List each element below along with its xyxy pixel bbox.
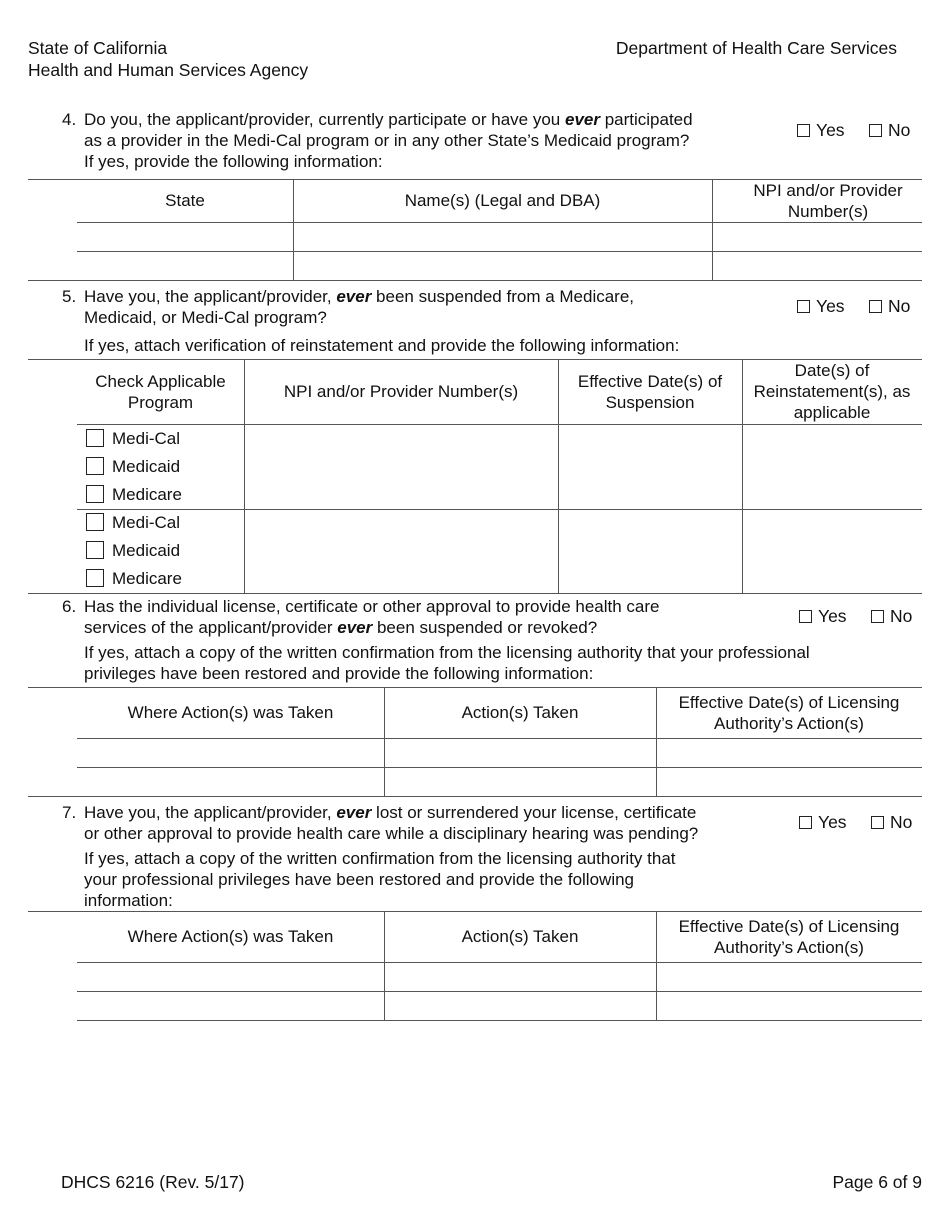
program-checkbox-medicare[interactable]: Medicare bbox=[86, 485, 182, 505]
where-action-cell[interactable] bbox=[77, 738, 384, 767]
form-id: DHCS 6216 (Rev. 5/17) bbox=[61, 1172, 245, 1192]
npi-cell[interactable] bbox=[244, 424, 558, 509]
question-number: 6. bbox=[62, 597, 77, 616]
column-header: Date(s) of Reinstatement(s), as applicable bbox=[753, 361, 911, 422]
question-text: Do you, the applicant/provider, currently participate or have you ever participated as a provider in the Medi-Cal program or in any other State’s Medicaid program? If yes, provide the following information: bbox=[84, 110, 693, 171]
action-taken-cell[interactable] bbox=[384, 767, 656, 796]
question-text: Has the individual license, certificate or other approval to provide health care services of the applicant/provider ever been suspended or revoked? If yes, attach a copy of the written confirmation from the licensing authority that your professional privileges have been restored and provide the following information: bbox=[84, 597, 810, 683]
department-name: Department of Health Care Services bbox=[615, 38, 897, 58]
question-number: 5. bbox=[62, 287, 77, 306]
question-4 bbox=[62, 109, 782, 175]
checkbox-icon[interactable] bbox=[799, 816, 812, 829]
checkbox-icon[interactable] bbox=[871, 610, 884, 623]
effective-date-cell[interactable] bbox=[656, 991, 922, 1020]
effective-date-cell[interactable] bbox=[656, 962, 922, 991]
reinstatement-date-cell[interactable] bbox=[742, 424, 922, 509]
reinstatement-date-cell[interactable] bbox=[742, 509, 922, 593]
where-action-cell[interactable] bbox=[77, 991, 384, 1020]
action-taken-cell[interactable] bbox=[384, 738, 656, 767]
column-header: Effective Date(s) of Suspension bbox=[577, 371, 723, 412]
checkbox-icon[interactable] bbox=[86, 485, 104, 503]
question-number: 7. bbox=[62, 803, 77, 822]
question-5 bbox=[62, 286, 782, 356]
program-checkbox-medicaid[interactable]: Medicaid bbox=[86, 541, 180, 561]
effective-date-cell[interactable] bbox=[656, 738, 922, 767]
effective-date-cell[interactable] bbox=[656, 767, 922, 796]
npi-cell[interactable] bbox=[712, 251, 922, 280]
name-cell[interactable] bbox=[293, 251, 712, 280]
checkbox-icon[interactable] bbox=[799, 610, 812, 623]
agency-header bbox=[28, 37, 308, 81]
q5-no-option[interactable]: No bbox=[869, 296, 910, 317]
column-header: Action(s) Taken bbox=[461, 703, 579, 722]
emphasis-ever: ever bbox=[565, 110, 600, 129]
checkbox-icon[interactable] bbox=[797, 300, 810, 313]
column-header: State bbox=[165, 191, 205, 210]
column-header: Effective Date(s) of Licensing Authority’s Action(s) bbox=[678, 692, 900, 733]
action-taken-cell[interactable] bbox=[384, 962, 656, 991]
question-7 bbox=[62, 802, 782, 910]
suspension-date-cell[interactable] bbox=[558, 424, 742, 509]
emphasis-ever: ever bbox=[337, 618, 373, 637]
program-checkbox-medi-cal[interactable]: Medi-Cal bbox=[86, 429, 180, 449]
state-cell[interactable] bbox=[77, 222, 293, 251]
checkbox-icon[interactable] bbox=[86, 457, 104, 475]
q7-yes-option[interactable]: Yes bbox=[799, 812, 847, 833]
where-action-cell[interactable] bbox=[77, 962, 384, 991]
npi-cell[interactable] bbox=[712, 222, 922, 251]
column-header: Effective Date(s) of Licensing Authority’s Action(s) bbox=[678, 916, 900, 957]
column-header: Check Applicable Program bbox=[95, 371, 226, 412]
action-taken-cell[interactable] bbox=[384, 991, 656, 1020]
checkbox-icon[interactable] bbox=[86, 429, 104, 447]
emphasis-ever: ever bbox=[336, 803, 372, 822]
question-6 bbox=[62, 596, 892, 686]
program-checkbox-medicare[interactable]: Medicare bbox=[86, 569, 182, 589]
checkbox-icon[interactable] bbox=[869, 300, 882, 313]
q7-no-option[interactable]: No bbox=[871, 812, 912, 833]
checkbox-icon[interactable] bbox=[871, 816, 884, 829]
column-header: Where Action(s) was Taken bbox=[127, 703, 334, 722]
q4-no-option[interactable]: No bbox=[869, 120, 910, 141]
column-header: Action(s) Taken bbox=[461, 927, 579, 946]
q6-no-option[interactable]: No bbox=[871, 606, 912, 627]
column-header: NPI and/or Provider Number(s) bbox=[283, 382, 519, 401]
column-header: Where Action(s) was Taken bbox=[127, 927, 334, 946]
q5-yes-option[interactable]: Yes bbox=[797, 296, 845, 317]
emphasis-ever: ever bbox=[336, 287, 372, 306]
checkbox-icon[interactable] bbox=[869, 124, 882, 137]
program-checkbox-medicaid[interactable]: Medicaid bbox=[86, 457, 180, 477]
q4-yes-option[interactable]: Yes bbox=[797, 120, 845, 141]
suspension-date-cell[interactable] bbox=[558, 509, 742, 593]
column-header: Name(s) (Legal and DBA) bbox=[404, 191, 601, 210]
state-name: State of California bbox=[28, 38, 168, 58]
state-cell[interactable] bbox=[77, 251, 293, 280]
checkbox-icon[interactable] bbox=[86, 541, 104, 559]
agency-name: Health and Human Services Agency bbox=[28, 60, 309, 80]
q6-yes-option[interactable]: Yes bbox=[799, 606, 847, 627]
question-text: Have you, the applicant/provider, ever been suspended from a Medicare, Medicaid, or Medi-Cal program? If yes, attach verification of reinstatement and provide the following information: bbox=[84, 287, 680, 355]
npi-cell[interactable] bbox=[244, 509, 558, 593]
checkbox-icon[interactable] bbox=[86, 513, 104, 531]
checkbox-icon[interactable] bbox=[86, 569, 104, 587]
question-number: 4. bbox=[62, 110, 77, 129]
where-action-cell[interactable] bbox=[77, 767, 384, 796]
name-cell[interactable] bbox=[293, 222, 712, 251]
checkbox-icon[interactable] bbox=[797, 124, 810, 137]
question-text: Have you, the applicant/provider, ever lost or surrendered your license, certificate or other approval to provide health care while a disciplinary hearing was pending? If yes, attach a copy of the written confirmation from the licensing authority that your professional privileges have been restored and provide the following information: bbox=[84, 803, 699, 910]
column-header: NPI and/or Provider Number(s) bbox=[753, 180, 903, 221]
program-checkbox-medi-cal[interactable]: Medi-Cal bbox=[86, 513, 180, 533]
page-number: Page 6 of 9 bbox=[832, 1172, 922, 1192]
